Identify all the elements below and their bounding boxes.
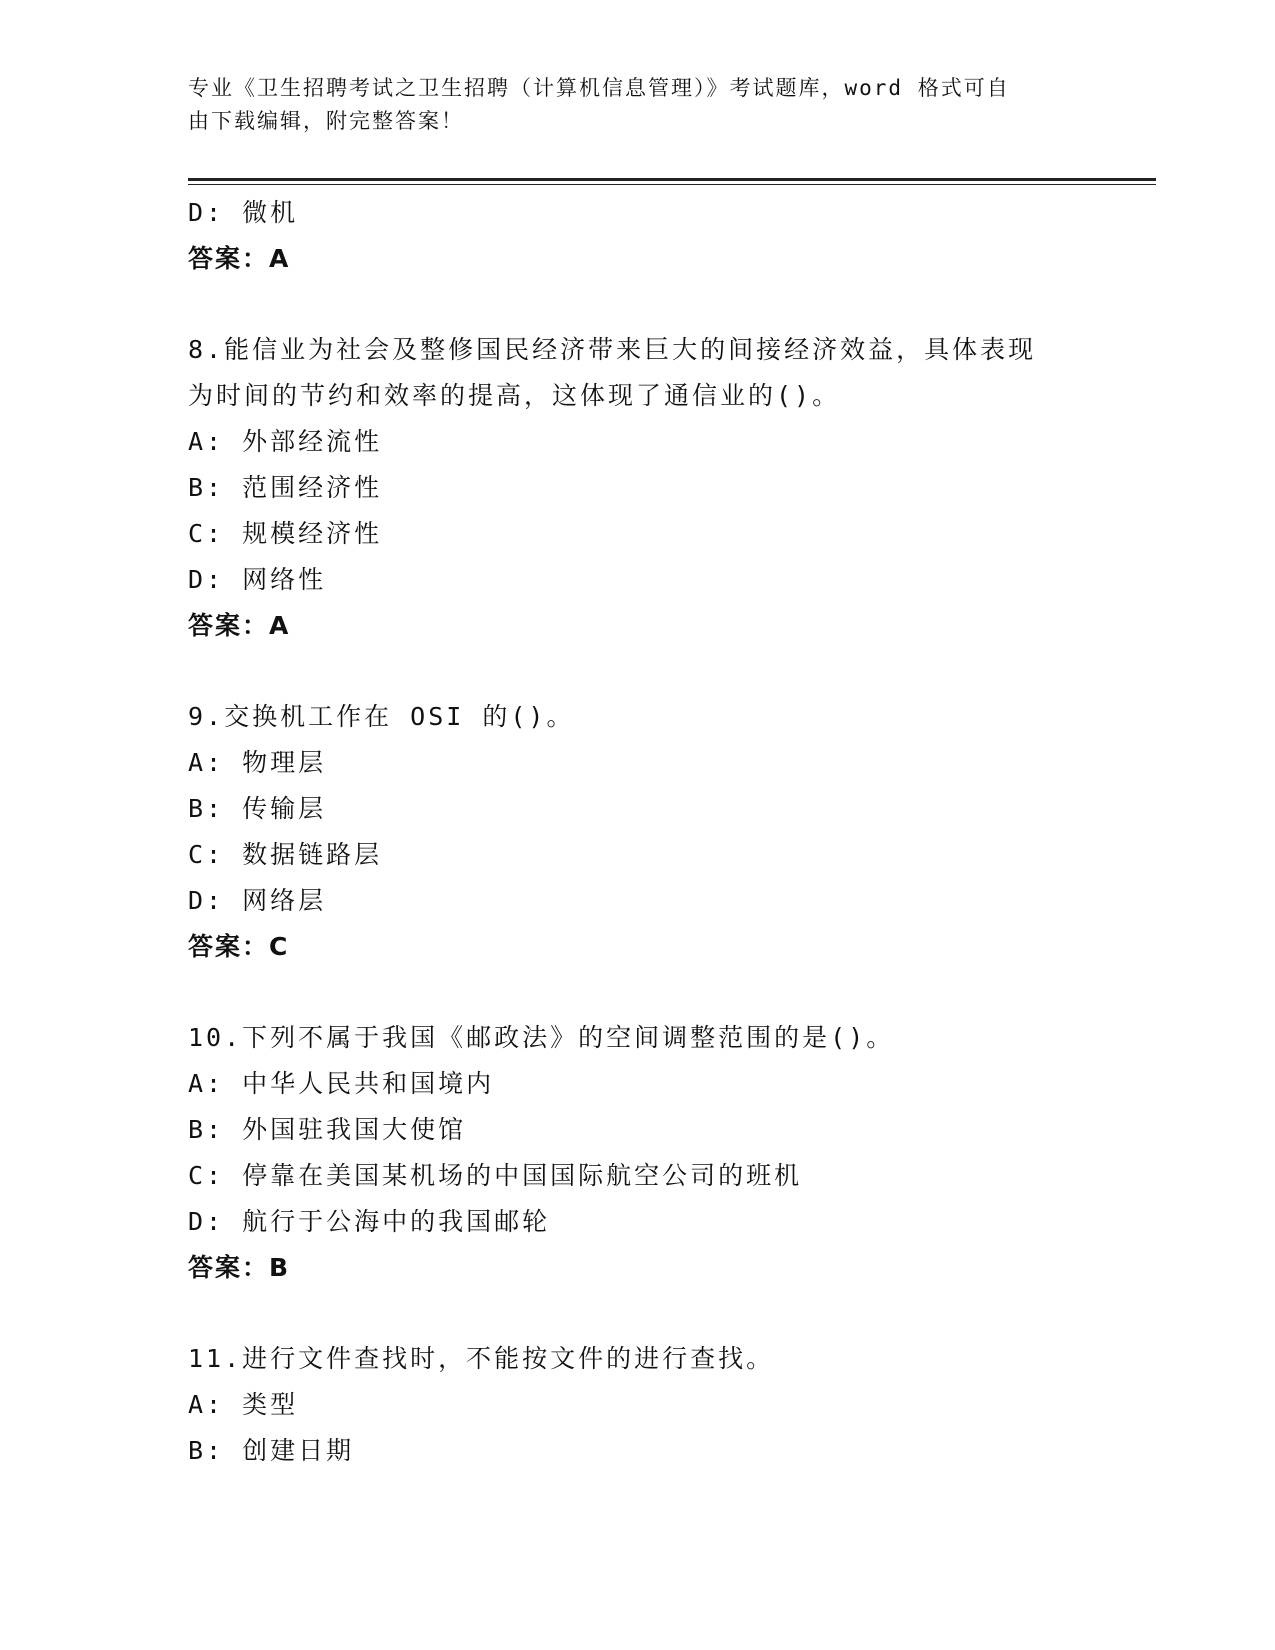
header-divider-thick: [188, 178, 1156, 181]
option-d: D: 网络层: [188, 886, 327, 915]
option-c: C: 规模经济性: [188, 519, 383, 548]
option-c: C: 停靠在美国某机场的中国国际航空公司的班机: [188, 1161, 803, 1190]
option-a: A: 中华人民共和国境内: [188, 1069, 495, 1098]
option-a: A: 外部经流性: [188, 427, 383, 456]
document-header: [188, 72, 1068, 138]
question-stem-line-2: 为时间的节约和效率的提高，这体现了通信业的()。: [188, 381, 841, 410]
answer: 答案：C: [188, 932, 290, 961]
answer: 答案：B: [188, 1253, 291, 1282]
option-a: A: 类型: [188, 1390, 299, 1419]
option-b: B: 传输层: [188, 794, 327, 823]
question-stem-line-1: 9.交换机工作在 OSI 的()。: [188, 702, 575, 731]
option-d: D: 航行于公海中的我国邮轮: [188, 1207, 551, 1236]
header-line-2: 由下载编辑，附完整答案！: [188, 109, 464, 133]
spacer: [188, 970, 1088, 1015]
spacer: [188, 282, 1088, 327]
header-divider-thin: [188, 184, 1156, 185]
header-line-1: 专业《卫生招聘考试之卫生招聘（计算机信息管理）》考试题库，word 格式可自: [188, 76, 1010, 100]
question-stem-line-1: 10.下列不属于我国《邮政法》的空间调整范围的是()。: [188, 1023, 895, 1052]
question-11: [188, 1336, 1088, 1474]
answer: 答案：A: [188, 611, 291, 640]
carryover-answer: 答案：A: [188, 244, 291, 273]
question-stem-line-1: 11.进行文件查找时，不能按文件的进行查找。: [188, 1344, 775, 1373]
option-a: A: 物理层: [188, 748, 327, 777]
option-b: B: 外国驻我国大使馆: [188, 1115, 467, 1144]
question-content: [188, 190, 1088, 1474]
spacer: [188, 649, 1088, 694]
question-10: [188, 1015, 1088, 1291]
spacer: [188, 1291, 1088, 1336]
question-stem-line-1: 8.能信业为社会及整修国民经济带来巨大的间接经济效益，具体表现: [188, 335, 1037, 364]
option-d: D: 网络性: [188, 565, 327, 594]
question-9: [188, 694, 1088, 970]
option-b: B: 创建日期: [188, 1436, 355, 1465]
carryover-option-d: D: 微机: [188, 198, 299, 227]
option-b: B: 范围经济性: [188, 473, 383, 502]
option-c: C: 数据链路层: [188, 840, 383, 869]
question-8: [188, 327, 1088, 649]
